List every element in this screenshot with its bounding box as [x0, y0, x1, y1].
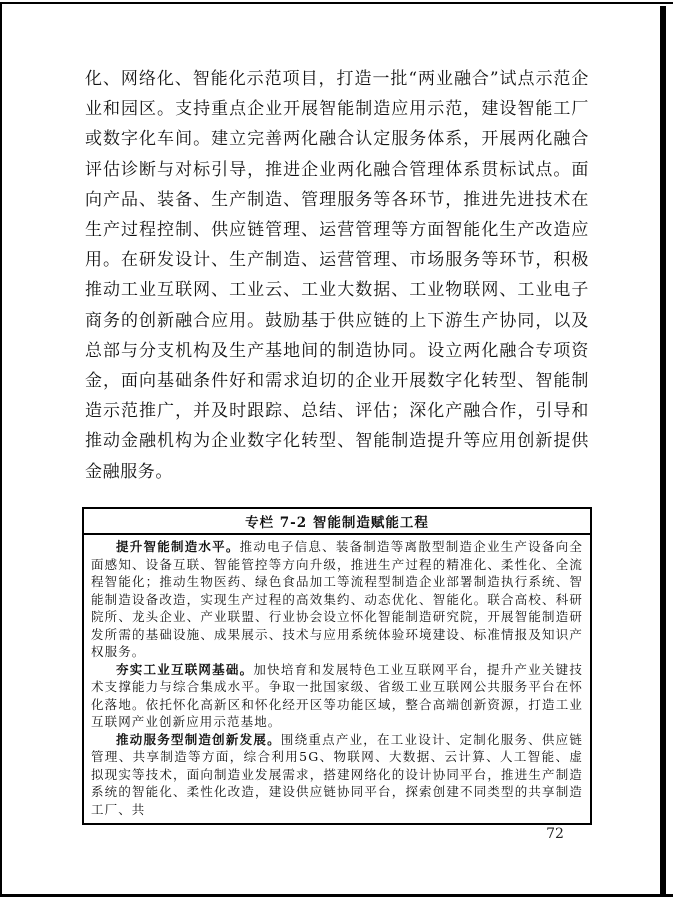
paragraph-lead: 夯实工业互联网基础。 [116, 661, 254, 677]
page-number: 72 [546, 826, 564, 842]
body-text-block [85, 64, 589, 487]
page-frame-left [0, 2, 2, 897]
body-paragraph: 化、网络化、智能化示范项目，打造一批“两业融合”试点示范企业和园区。支持重点企业开展智能制造应用示范，建设智能工厂或数字化车间。建立完善两化融合认定服务体系，开展两化融合评估诊断与对标引导，推进企业两化融合管理体系贯标试点。面向产品、装备、生产制造、管理服务等各环节，推进先进技术在生产过程控制、供应链管理、运营管理等方面智能化生产改造应用。在研发设计、生产制造、运营管理、市场服务等环节，积极推动工业互联网、工业云、工业大数据、工业物联网、工业电子商务的创新融合应用。鼓励基于供应链的上下游生产协同，以及总部与分支机构及生产基地间的制造协同。设立两化融合专项资金，面向基础条件好和需求迫切的企业开展数字化转型、智能制造示范推广，并及时跟踪、总结、评估；深化产融合作，引导和推动金融机构为企业数字化转型、智能制造提升等应用创新提供金融服务。 [85, 69, 589, 482]
page-frame-right [660, 6, 666, 897]
paragraph-text: 围绕重点产业，在工业设计、定制化服务、供应链管理、共享制造等方面，综合利用5G、物联网、大数据、云计算、人工智能、虚拟现实等技术，面向制造业发展需求，搭建网络化的设计协同平台，推进生产制造系统的智能化、柔性化改造，建设供应链协同平台，探索创建不同类型的共享制造工厂、共 [91, 731, 583, 817]
callout-box-body [84, 535, 590, 823]
page-frame-bottom [0, 894, 673, 897]
paragraph-lead: 推动服务型制造创新发展。 [116, 731, 281, 747]
callout-paragraph [91, 661, 583, 731]
page-frame-top [0, 2, 673, 4]
callout-box [82, 507, 592, 825]
paragraph-text: 加快培育和发展特色工业互联网平台，提升产业关键技术支撑能力与综合集成水平。争取一批国家级、省级工业互联网公共服务平台在怀化落地。依托怀化高新区和怀化经开区等功能区域，整合高端创新资源，打造工业互联网产业创新应用示范基地。 [91, 661, 583, 729]
paragraph-text: 推动电子信息、装备制造等离散型制造企业生产设备向全面感知、设备互联、智能管控等方向升级，推进生产过程的精准化、柔性化、全流程智能化；推动生物医药、绿色食品加工等流程型制造企业部署制造执行系统、智能制造设备改造，实现生产过程的高效集约、动态优化、智能化。联合高校、科研院所、龙头企业、产业联盟、行业协会设立怀化智能制造研究院，开展智能制造研发所需的基础设施、成果展示、技术与应用系统体验环境建设、标准情报及知识产权服务。 [91, 539, 583, 659]
callout-paragraph [91, 538, 583, 661]
callout-box-title: 专栏 7-2 智能制造赋能工程 [84, 509, 590, 535]
paragraph-lead: 提升智能制造水平。 [116, 539, 240, 554]
callout-paragraph [91, 731, 583, 819]
